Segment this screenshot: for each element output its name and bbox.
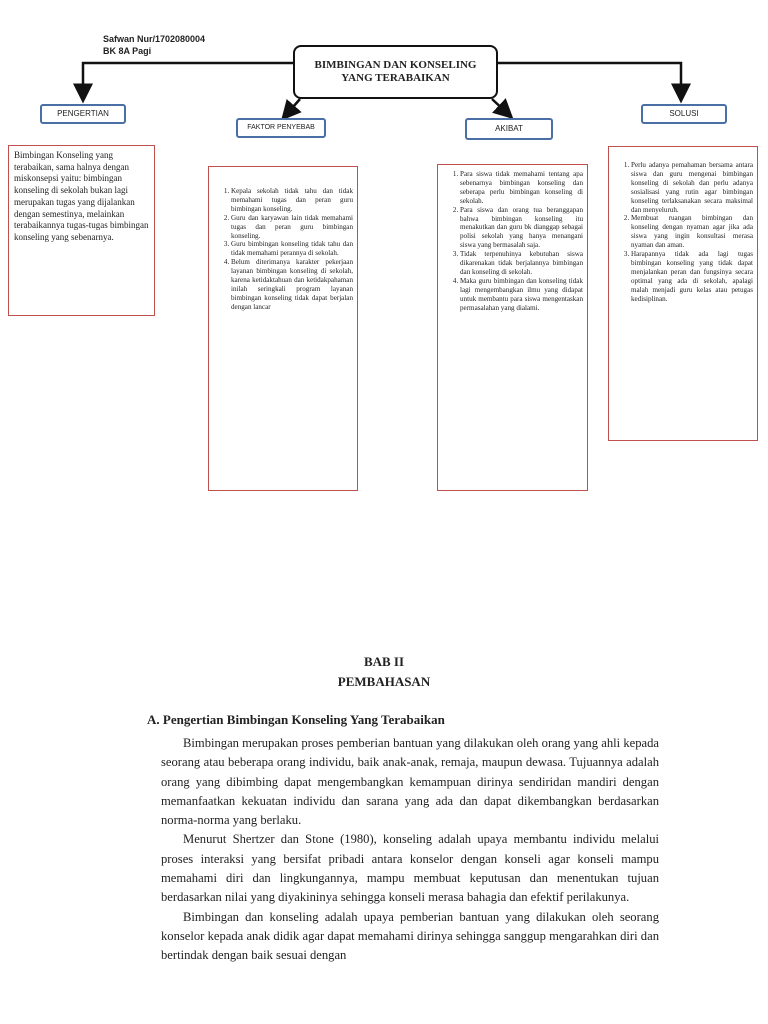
akibat-item: 1. Para siswa tidak memahami tentang apa sebenarnya bimbingan konseling dan seberapa perlu bimbingan konseling di sekolah.: [460, 170, 583, 206]
chapter-number: BAB II: [363, 654, 405, 669]
solusi-item: 1. Perlu adanya pemahaman bersama antara siswa dan guru mengenai bimbingan konseling di sekolah dan perlu adanya sosialisasi yang rutin agar bimbingan konseling terlaksanakan secara maksimal dan menyeluruh.: [631, 161, 753, 214]
paragraph: Menurut Shertzer dan Stone (1980), konseling adalah upaya membantu individu melalui proses interaksi yang bersifat pribadi antara konselor dengan konseli agar konseli mampu memahami diri dan lingkungannya, mampu membuat keputusan dan menentukan tujuan berdasarkan nilai yang diyakininya sehingga konseli merasa bahagia dan efektif perilakunya.: [161, 832, 659, 905]
panel-solusi: [608, 146, 758, 441]
body-text: [161, 734, 659, 966]
pengertian-text: Bimbingan Konseling yang terabaikan, sama halnya dengan miskonsepsi yaitu: bimbingan konseling di sekolah bukan lagi merupakan tugas yang dijalankan dengan semestinya, melainkan terabaikannya tugas-tugas bimbingan konseling yang sebenarnya.: [14, 150, 149, 242]
akibat-item: 2. Para siswa dan orang tua beranggapan bahwa bimbingan konseling itu menakutkan dan guru bk dianggap sebagai polisi sekolah yang hanya menangani siswa yang bermasalah saja.: [460, 206, 583, 251]
panel-faktor: [208, 166, 358, 491]
mindmap-root: [293, 45, 498, 99]
faktor-item: 4. Belum diterimanya karakter pekerjaan layanan bimbingan konseling di sekolah, karena ketidaktahuan dan ketidakpahaman inilah seringkali program layanan bimbingan konseling tidak dapat berjalan dengan lancar: [231, 258, 353, 311]
chapter-title: PEMBAHASAN: [337, 674, 431, 689]
faktor-item: 3. Guru bimbingan konseling tidak tahu dan tidak memahami perannya di sekolah.: [231, 240, 353, 258]
root-line-2: YANG TERABAIKAN: [341, 72, 450, 84]
author-class: BK 8A Pagi: [103, 46, 152, 56]
root-line-1: BIMBINGAN DAN KONSELING: [314, 59, 477, 71]
faktor-list: [213, 187, 353, 312]
paragraph: Bimbingan dan konseling adalah upaya pemberian bantuan yang dilakukan oleh seorang konselor kepada anak didik agar dapat memahami dirinya sehingga sanggup mengarahkan diri dan bertindak dengan baik sesuai dengan: [161, 909, 659, 963]
solusi-item: 3. Harapannya tidak ada lagi tugas bimbingan konseling yang tidak dapat menjalankan peran dan fungsinya secara optimal yang ada di sekolah, apalagi malah menjadi guru kelas atau petugas kedisiplinan.: [631, 250, 753, 303]
akibat-item: 3. Tidak terpenuhinya kebutuhan siswa dikarenakan tidak berjalannya bimbingan dan konseling di sekolah.: [460, 250, 583, 277]
author-name: Safwan Nur/1702080004: [103, 34, 206, 44]
paragraph: Bimbingan merupakan proses pemberian bantuan yang dilakukan oleh orang yang ahli kepada seorang atau beberapa orang individu, baik anak-anak, remaja, maupun dewasa. Tujuannya adalah orang yang dibimbing dapat mengembangkan kemampuan dirinya sendiridan mandiri dengan memanfaatkan kekuatan individu dan sarana yang ada dan dapat dikembangkan berdasarkan norma-norma yang berlaku.: [161, 736, 659, 828]
akibat-list: [442, 170, 583, 313]
branch-label-akibat: AKIBAT: [465, 118, 553, 140]
branch-label-solusi: SOLUSI: [641, 104, 727, 124]
branch-label-pengertian: PENGERTIAN: [40, 104, 126, 124]
faktor-item: 1. Kepala sekolah tidak tahu dan tidak memahami tugas dan peran guru bimbingan konseling.: [231, 187, 353, 214]
solusi-item: 2. Membuat ruangan bimbingan dan konseling dengan nyaman agar jika ada siswa yang ingin konsultasi merasa nyaman dan aman.: [631, 214, 753, 250]
branch-label-faktor: FAKTOR PENYEBAB: [236, 118, 326, 138]
akibat-item: 4. Maka guru bimbingan dan konseling tidak lagi mengembangkan ilmu yang didapat untuk membantu para siswa mengentaskan permasalahan yang dialami.: [460, 277, 583, 313]
panel-akibat: [437, 164, 588, 491]
faktor-item: 2. Guru dan karyawan lain tidak memahami tugas dan peran guru bimbingan konseling.: [231, 214, 353, 241]
section-title: A. Pengertian Bimbingan Konseling Yang Terabaikan: [147, 712, 445, 727]
solusi-list: [613, 161, 753, 304]
panel-pengertian: [8, 145, 155, 316]
